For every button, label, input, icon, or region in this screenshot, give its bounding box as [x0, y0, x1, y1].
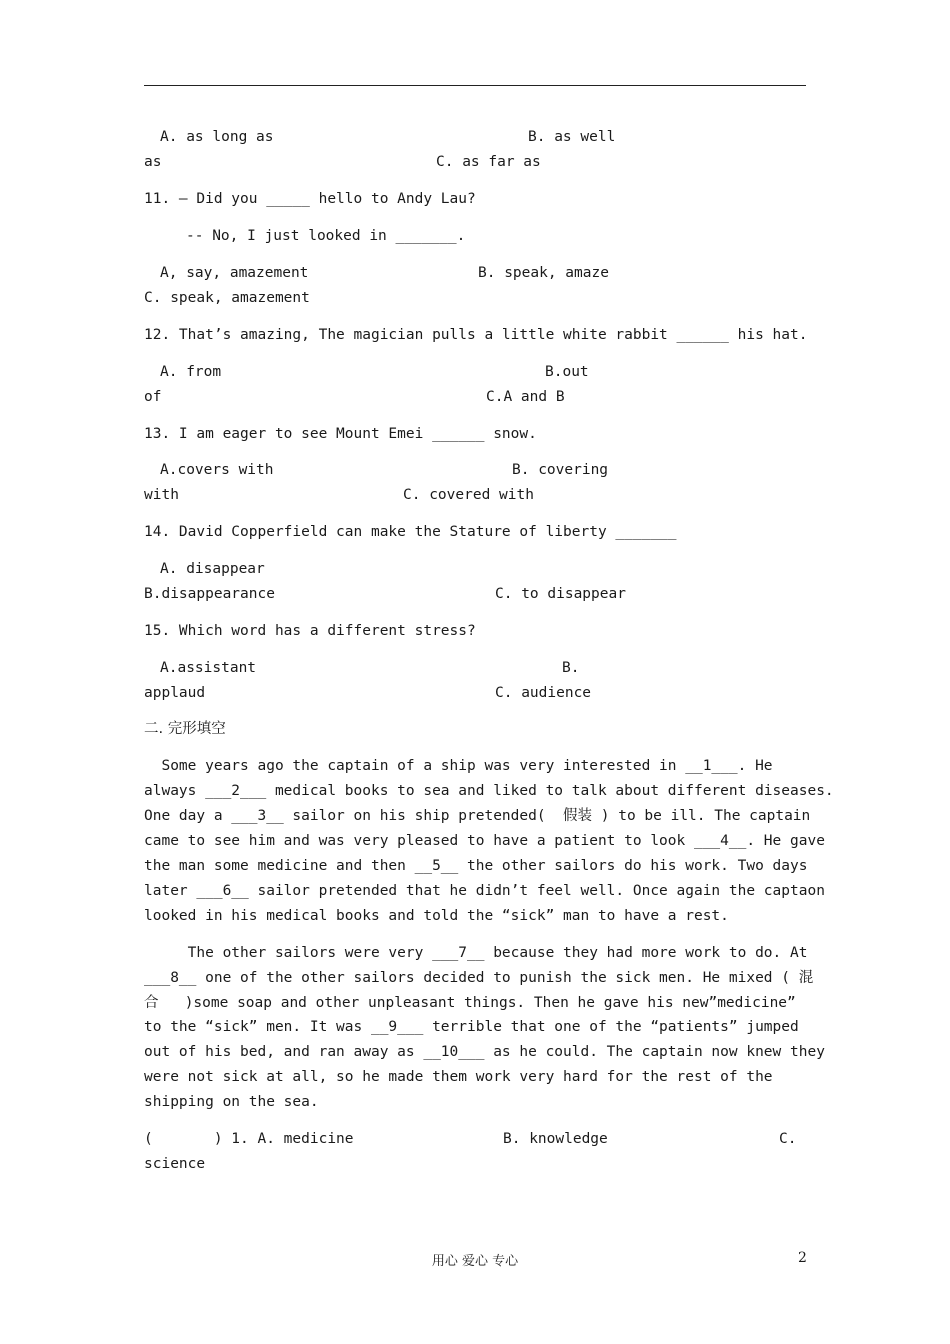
cloze-p2-line: 合 )some soap and other unpleasant things. Then he gave his new”medicine”: [144, 995, 796, 1011]
q10-option-b-wrap: as: [144, 154, 162, 170]
q12-option-a: A. from: [160, 364, 222, 380]
cloze-q1-option-c-wrap: science: [144, 1156, 206, 1172]
cloze-p2-line: The other sailors were very ___7__ because they had more work to do. At: [144, 945, 808, 961]
cloze-p1-line: always ___2___ medical books to sea and liked to talk about different diseases.: [144, 783, 834, 799]
q12-stem: 12. That’s amazing, The magician pulls a little white rabbit ______ his hat.: [144, 327, 808, 343]
footer-motto: 用心 爱心 专心: [431, 1254, 519, 1269]
cloze-q1-stem: ( ) 1. A. medicine: [144, 1131, 354, 1147]
cloze-p2-line: were not sick at all, so he made them work very hard for the rest of the: [144, 1069, 773, 1085]
cloze-p2-line: shipping on the sea.: [144, 1094, 319, 1110]
cloze-p2-line: out of his bed, and ran away as __10___ as he could. The captain now knew they: [144, 1044, 825, 1060]
q15-option-c: C. audience: [495, 685, 592, 701]
cloze-p2-line: ___8__ one of the other sailors decided to punish the sick men. He mixed ( 混: [144, 970, 814, 986]
q12-option-b-wrap: of: [144, 389, 162, 405]
q15-stem: 15. Which word has a different stress?: [144, 623, 476, 639]
page-number: 2: [798, 1250, 807, 1266]
section-heading-cloze: 二. 完形填空: [144, 721, 226, 737]
cloze-p1-line: the man some medicine and then __5__ the other sailors do his work. Two days: [144, 858, 808, 874]
cloze-p1-line: later ___6__ sailor pretended that he didn’t feel well. Once again the captaon: [144, 883, 825, 899]
cloze-p1-line: Some years ago the captain of a ship was very interested in __1___. He: [144, 758, 773, 774]
q13-option-b-wrap: with: [144, 487, 179, 503]
q13-stem: 13. I am eager to see Mount Emei ______ snow.: [144, 426, 537, 442]
q15-option-b-wrap: applaud: [144, 685, 206, 701]
q13-option-c: C. covered with: [403, 487, 534, 503]
q15-option-a: A.assistant: [160, 660, 257, 676]
q15-option-b: B.: [562, 660, 580, 676]
q11-option-a: A, say, amazement: [160, 265, 309, 281]
cloze-p1-line: One day a ___3__ sailor on his ship pretended( 假装 ) to be ill. The captain: [144, 808, 811, 824]
q10-option-b: B. as well: [528, 129, 616, 145]
header-rule: [144, 85, 806, 86]
q11-reply: -- No, I just looked in _______.: [186, 228, 466, 244]
q11-option-c: C. speak, amazement: [144, 290, 310, 306]
cloze-q1-option-c: C.: [779, 1131, 797, 1147]
q11-stem: 11. – Did you _____ hello to Andy Lau?: [144, 191, 476, 207]
cloze-p1-line: looked in his medical books and told the “sick” man to have a rest.: [144, 908, 729, 924]
cloze-p2-line: to the “sick” men. It was __9___ terrible that one of the “patients” jumped: [144, 1019, 799, 1035]
q11-option-b: B. speak, amaze: [478, 265, 609, 281]
cloze-q1-option-b: B. knowledge: [503, 1131, 608, 1147]
q10-option-a: A. as long as: [160, 129, 274, 145]
q13-option-b: B. covering: [512, 462, 609, 478]
q12-option-b: B.out: [545, 364, 589, 380]
q10-option-c: C. as far as: [436, 154, 541, 170]
q14-option-a: A. disappear: [160, 561, 265, 577]
q14-stem: 14. David Copperfield can make the Stature of liberty _______: [144, 524, 677, 540]
q13-option-a: A.covers with: [160, 462, 274, 478]
q12-option-c: C.A and B: [486, 389, 565, 405]
cloze-p1-line: came to see him and was very pleased to have a patient to look ___4__. He gave: [144, 833, 825, 849]
q14-option-c: C. to disappear: [495, 586, 626, 602]
q14-option-b: B.disappearance: [144, 586, 275, 602]
